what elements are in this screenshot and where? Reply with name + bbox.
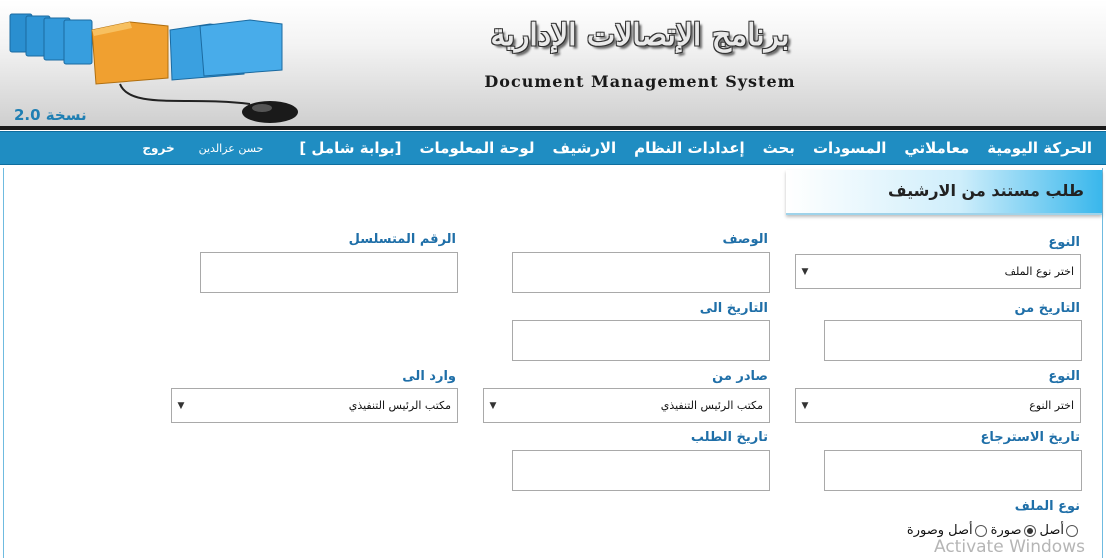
radio-original-and-copy-label: أصل وصورة <box>906 523 973 538</box>
mouse-icon <box>242 101 298 123</box>
date-from-input[interactable] <box>824 320 1082 361</box>
return-date-input[interactable] <box>824 450 1082 491</box>
return-date-label: تاريخ الاسترجاع <box>980 430 1080 445</box>
header-divider <box>0 126 1106 130</box>
nav-drafts[interactable]: المسودات <box>812 139 887 157</box>
type-select[interactable] <box>795 388 1081 423</box>
chevron-down-icon: ▼ <box>801 400 809 411</box>
folder-stack-icon <box>10 14 282 84</box>
app-title-arabic: برنامج الإتصالات الإدارية <box>490 18 790 53</box>
main-navbar <box>0 131 1106 165</box>
issued-from-select-value: مكتب الرئيس التنفيذي <box>660 399 763 412</box>
radio-original[interactable] <box>1040 523 1079 538</box>
radio-original-and-copy-button[interactable] <box>975 525 987 537</box>
issued-from-label: صادر من <box>712 369 768 384</box>
app-title-english: Document Management System <box>484 72 796 91</box>
date-to-label: التاريخ الى <box>699 301 768 316</box>
archive-request-form <box>3 168 1103 558</box>
incoming-to-select-value: مكتب الرئيس التنفيذي <box>348 399 451 412</box>
radio-original-and-copy[interactable] <box>907 523 987 538</box>
radio-copy-label: صورة <box>990 523 1022 538</box>
type2-label: النوع <box>1048 369 1080 384</box>
nav-daily-movement[interactable]: الحركة اليومية <box>987 139 1092 157</box>
nav-archive[interactable]: الارشيف <box>552 139 617 157</box>
nav-system-settings[interactable]: إعدادات النظام <box>634 139 745 157</box>
nav-search[interactable]: بحث <box>762 139 795 157</box>
nav-dashboard[interactable]: لوحة المعلومات <box>419 139 535 157</box>
current-user-name: حسن عزالدين <box>198 141 264 155</box>
date-from-label: التاريخ من <box>1014 301 1080 316</box>
serial-number-label: الرقم المتسلسل <box>348 232 456 247</box>
chevron-down-icon: ▼ <box>801 266 809 277</box>
type-label: النوع <box>1048 235 1080 250</box>
app-header <box>0 0 1106 130</box>
file-type-select[interactable] <box>795 254 1081 289</box>
version-label: نسخة 2.0 <box>14 106 87 124</box>
logout-link[interactable]: خروج <box>142 141 175 155</box>
description-label: الوصف <box>722 232 768 247</box>
type-select-value: اختر النوع <box>1029 399 1074 412</box>
nav-my-transactions[interactable]: معاملاتي <box>904 139 970 157</box>
date-to-input[interactable] <box>512 320 770 361</box>
file-type-radio-label: نوع الملف <box>1014 499 1080 514</box>
serial-number-input[interactable] <box>200 252 458 293</box>
radio-copy[interactable] <box>991 523 1036 538</box>
incoming-to-select[interactable] <box>171 388 458 423</box>
radio-original-button[interactable] <box>1066 525 1078 537</box>
page-title: طلب مستند من الارشيف <box>786 170 1102 215</box>
file-type-radio-group <box>903 523 1078 538</box>
os-activation-watermark: Activate Windows <box>934 537 1085 557</box>
chevron-down-icon: ▼ <box>177 400 185 411</box>
request-date-label: تاريخ الطلب <box>690 430 768 445</box>
issued-from-select[interactable] <box>483 388 770 423</box>
chevron-down-icon: ▼ <box>489 400 497 411</box>
radio-copy-button[interactable] <box>1024 525 1036 537</box>
nav-shamel-portal[interactable]: [بوابة شامل ] <box>299 139 402 157</box>
request-date-input[interactable] <box>512 450 770 491</box>
file-type-select-value: اختر نوع الملف <box>1004 265 1074 278</box>
radio-original-label: أصل <box>1039 523 1064 538</box>
incoming-to-label: وارد الى <box>402 369 456 384</box>
description-input[interactable] <box>512 252 770 293</box>
